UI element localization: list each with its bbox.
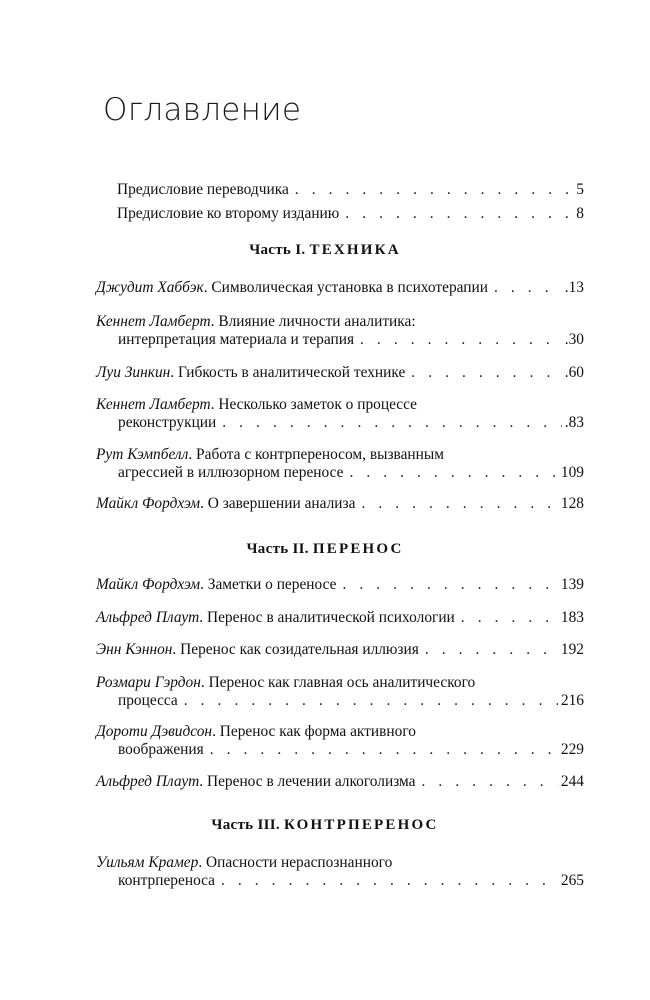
entry-title-continued: контрпереноса: [118, 872, 215, 889]
entry-title-continued: агрессией в иллюзорном переносе: [118, 464, 344, 481]
entry-author: Кеннет Ламберт: [96, 313, 211, 330]
entry-title: Предисловие переводчика: [117, 181, 289, 198]
entry-title: . Символическая установка в психотерапии: [203, 279, 489, 296]
leader-dots: [411, 364, 561, 382]
toc-entry[interactable]: [96, 576, 584, 594]
entry-title: . Влияние личности аналитика:: [210, 313, 416, 330]
entry-author: Джудит Хаббэк: [96, 279, 204, 296]
entry-page: .83: [564, 414, 584, 431]
part-name: ПЕРЕНОС: [312, 541, 404, 557]
entry-page: .60: [564, 364, 584, 381]
leader-dots: [345, 205, 573, 223]
leader-dots: [361, 495, 557, 513]
entry-title: . Перенос как форма активного: [212, 723, 416, 740]
leader-dots: [461, 609, 558, 627]
toc-entry[interactable]: [96, 364, 584, 382]
entry-page: 8: [576, 205, 584, 222]
entry-title: . Перенос как созидательная иллюзия: [172, 641, 419, 658]
toc-entry[interactable]: [96, 313, 584, 349]
entry-title-continued: интерпретация материала и терапия: [118, 331, 355, 348]
toc-entry-second-edition-preface[interactable]: [117, 205, 584, 223]
toc-entry[interactable]: [96, 396, 584, 432]
entry-title: . Несколько заметок о процессе: [210, 396, 417, 413]
part-name: ТЕХНИКА: [309, 242, 401, 258]
part-label: Часть III.: [211, 817, 280, 833]
toc-entry[interactable]: [96, 446, 584, 482]
entry-title: . Перенос в лечении алкоголизма: [199, 773, 416, 790]
entry-page: 128: [560, 495, 584, 512]
part-name: КОНТРПЕРЕНОС: [283, 817, 439, 833]
toc-entry[interactable]: [96, 723, 584, 759]
entry-page: 244: [560, 773, 584, 790]
part-heading-3: [0, 817, 650, 834]
entry-page: .30: [564, 331, 584, 348]
leader-dots: [425, 641, 558, 659]
entry-title: Предисловие ко второму изданию: [117, 205, 340, 222]
entry-author: Майкл Фордхэм: [96, 495, 201, 512]
entry-title: . О завершении анализа: [200, 495, 356, 512]
entry-author: Розмари Гэрдон: [96, 674, 201, 691]
toc-entry[interactable]: [96, 495, 584, 513]
entry-author: Дороти Дэвидсон: [96, 723, 213, 740]
leader-dots: [221, 872, 558, 890]
leader-dots: [295, 181, 574, 199]
leader-dots: [360, 331, 562, 349]
entry-author: Альфред Плаут: [96, 773, 200, 790]
entry-page: 192: [560, 641, 584, 658]
leader-dots: [349, 464, 557, 482]
part-heading-1: [0, 242, 650, 259]
toc-entry[interactable]: [96, 279, 584, 297]
entry-page: .13: [564, 279, 584, 296]
part-label: Часть II.: [246, 541, 309, 557]
entry-author: Кеннет Ламберт: [96, 396, 211, 413]
entry-title: . Заметки о переносе: [200, 576, 337, 593]
entry-page: 229: [560, 741, 584, 758]
entry-title: . Опасности нераспознанного: [198, 854, 393, 871]
toc-entry[interactable]: [96, 609, 584, 627]
entry-page: 5: [576, 181, 584, 198]
entry-title: . Перенос в аналитической психологии: [199, 609, 455, 626]
toc-entry-translator-preface[interactable]: [117, 181, 584, 199]
entry-title: . Работа с контрпереносом, вызванным: [188, 446, 444, 463]
part-label: Часть I.: [249, 242, 306, 258]
entry-title-continued: воображения: [118, 741, 204, 758]
entry-title: . Гибкость в аналитической технике: [170, 364, 406, 381]
entry-title: . Перенос как главная ось аналитического: [200, 674, 476, 691]
toc-entry[interactable]: [96, 674, 584, 710]
entry-page: 183: [560, 609, 584, 626]
entry-page: 109: [560, 464, 584, 481]
leader-dots: [342, 576, 557, 594]
leader-dots: [210, 741, 558, 759]
entry-author: Луи Зинкин: [96, 364, 171, 381]
leader-dots: [494, 279, 562, 297]
entry-author: Майкл Фордхэм: [96, 576, 201, 593]
entry-title-continued: реконструкции: [118, 414, 217, 431]
entry-author: Альфред Плаут: [96, 609, 200, 626]
entry-title-continued: процесса: [118, 692, 178, 709]
entry-author: Энн Кэннон: [96, 641, 173, 658]
part-heading-2: [0, 541, 650, 558]
entry-author: Рут Кэмпбелл: [96, 446, 189, 463]
leader-dots: [222, 414, 561, 432]
toc-entry[interactable]: [96, 854, 584, 890]
leader-dots: [184, 692, 558, 710]
toc-entry[interactable]: [96, 773, 584, 791]
leader-dots: [422, 773, 558, 791]
entry-page: 265: [560, 872, 584, 889]
page-title: Оглавление: [103, 92, 302, 128]
entry-author: Уильям Крамер: [96, 854, 199, 871]
entry-page: 216: [560, 692, 584, 709]
toc-entry[interactable]: [96, 641, 584, 659]
entry-page: 139: [560, 576, 584, 593]
